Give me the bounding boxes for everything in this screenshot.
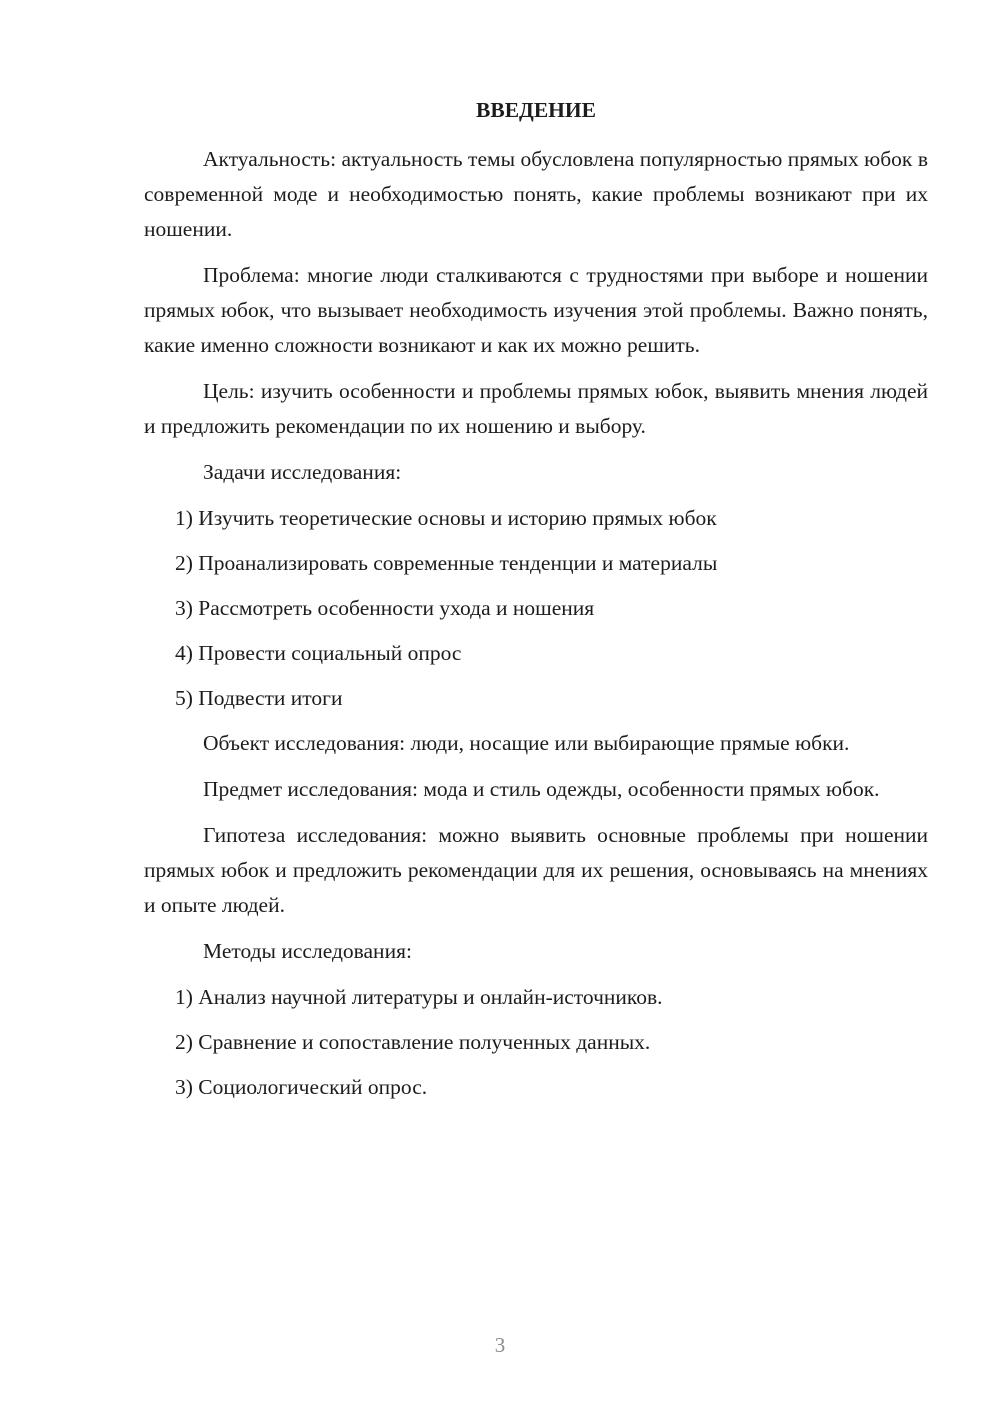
page-title: ВВЕДЕНИЕ	[476, 98, 596, 122]
list-item: 1) Анализ научной литературы и онлайн-источников.	[175, 985, 663, 1009]
goal-paragraph: Цель: изучить особенности и проблемы прямых юбок, выявить мнения людей и предложить рекомендации по их ношению и выбору.	[144, 379, 928, 438]
list-item: 1) Изучить теоретические основы и историю прямых юбок	[175, 506, 717, 530]
subject-paragraph: Предмет исследования: мода и стиль одежды, особенности прямых юбок.	[203, 777, 880, 801]
list-item: 5) Подвести итоги	[175, 686, 343, 710]
document-page	[144, 92, 928, 1115]
tasks-list	[144, 501, 928, 716]
hypothesis-paragraph: Гипотеза исследования: можно выявить основные проблемы при ношении прямых юбок и предложить рекомендации для их решения, основываясь на мнениях и опыте людей.	[144, 823, 928, 917]
list-item: 3) Рассмотреть особенности ухода и ношения	[175, 596, 595, 620]
methods-list	[144, 980, 928, 1105]
list-item: 4) Провести социальный опрос	[175, 641, 462, 665]
object-paragraph: Объект исследования: люди, носащие или выбирающие прямые юбки.	[203, 731, 850, 755]
problem-paragraph: Проблема: многие люди сталкиваются с трудностями при выборе и ношении прямых юбок, что вызывает необходимость изучения этой проблемы. Важно понять, какие именно сложности возникают и как их можно решить.	[144, 263, 928, 357]
page-number: 3	[494, 1333, 506, 1357]
tasks-heading: Задачи исследования:	[203, 460, 402, 484]
methods-heading: Методы исследования:	[203, 939, 412, 963]
relevance-paragraph: Актуальность: актуальность темы обусловлена популярностью прямых юбок в современной моде и необходимостью понять, какие проблемы возникают при их ношении.	[144, 147, 928, 241]
list-item: 2) Сравнение и сопоставление полученных данных.	[175, 1030, 651, 1054]
list-item: 3) Социологический опрос.	[175, 1075, 428, 1099]
list-item: 2) Проанализировать современные тенденции и материалы	[175, 551, 718, 575]
